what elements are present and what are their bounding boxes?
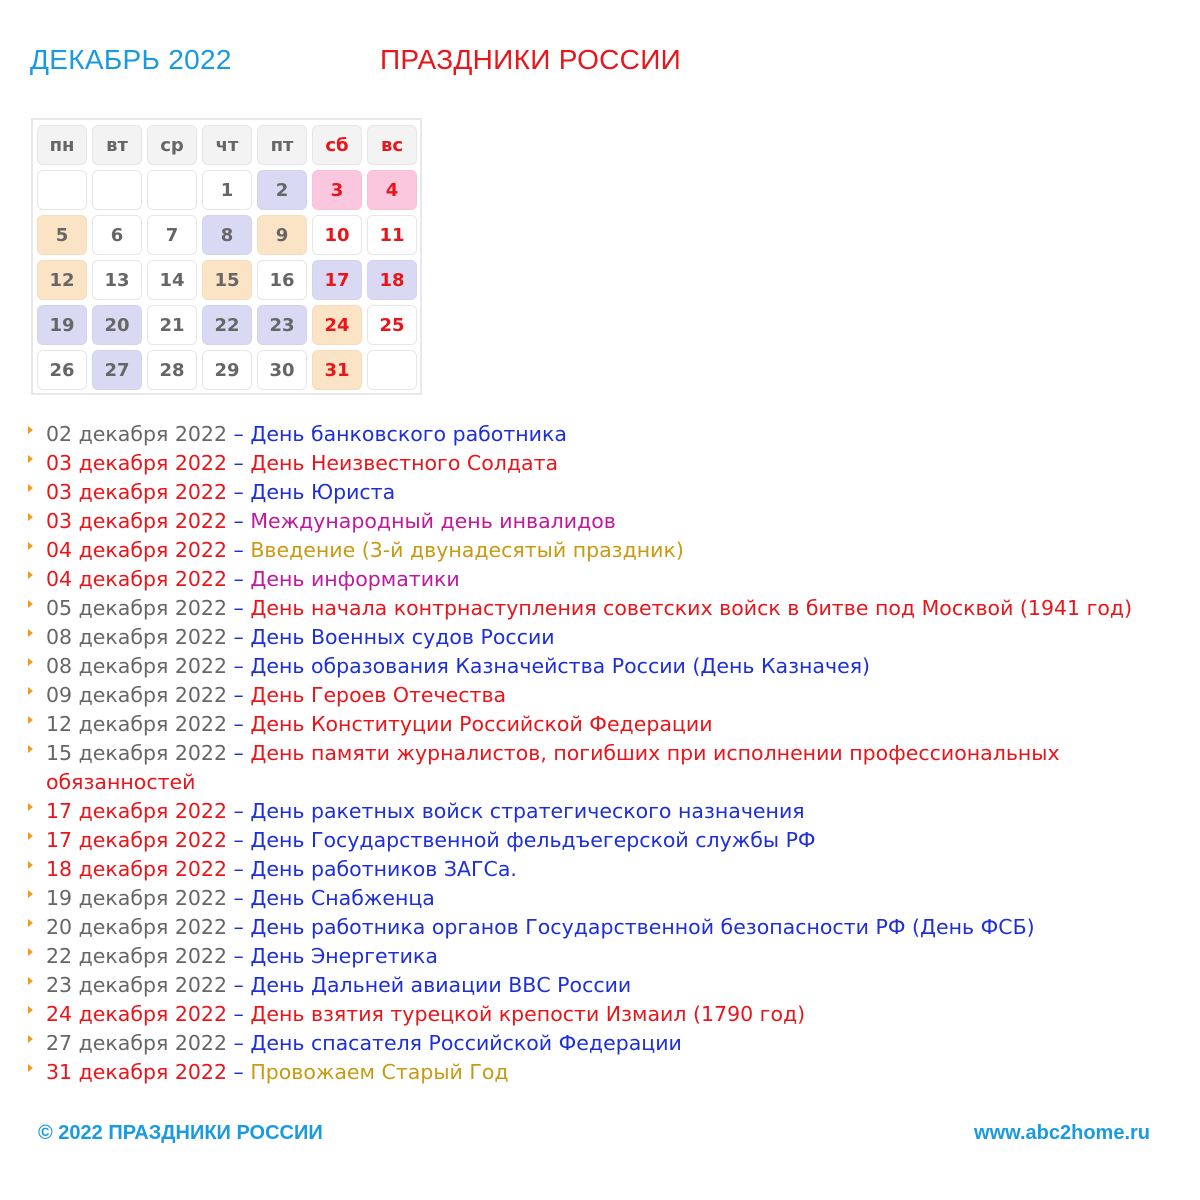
calendar-day[interactable]: 1 — [202, 170, 252, 210]
event-separator: – — [227, 1060, 251, 1084]
list-item — [28, 826, 1178, 855]
calendar-day[interactable]: 26 — [37, 350, 87, 390]
event-name: День информатики — [250, 567, 460, 591]
calendar-day[interactable]: 22 — [202, 305, 252, 345]
event-separator: – — [227, 741, 251, 765]
bullet-arrow-icon — [28, 455, 33, 463]
bullet-arrow-icon — [28, 803, 33, 811]
event-separator: – — [227, 625, 251, 649]
event-separator: – — [227, 944, 251, 968]
event-name: День Героев Отечества — [250, 683, 507, 707]
calendar-day[interactable]: 15 — [202, 260, 252, 300]
event-separator: – — [227, 480, 251, 504]
list-item — [28, 855, 1178, 884]
calendar-empty-cell — [367, 350, 417, 390]
event-name: День памяти журналистов, погибших при исполнении профессиональных обязанностей — [46, 741, 1060, 794]
event-separator: – — [227, 422, 251, 446]
event-date: 31 декабря 2022 — [46, 1060, 228, 1084]
calendar — [31, 118, 422, 395]
bullet-arrow-icon — [28, 919, 33, 927]
list-item — [28, 1029, 1178, 1058]
event-separator: – — [227, 915, 251, 939]
event-date: 08 декабря 2022 — [46, 654, 228, 678]
list-item — [28, 449, 1178, 478]
list-item — [28, 565, 1178, 594]
bullet-arrow-icon — [28, 745, 33, 753]
event-date: 03 декабря 2022 — [46, 509, 228, 533]
bullet-arrow-icon — [28, 716, 33, 724]
list-item — [28, 739, 1178, 797]
event-separator: – — [227, 712, 251, 736]
calendar-day[interactable]: 14 — [147, 260, 197, 300]
list-item — [28, 507, 1178, 536]
list-item — [28, 594, 1178, 623]
event-date: 04 декабря 2022 — [46, 538, 228, 562]
list-item — [28, 652, 1178, 681]
event-name: День начала контрнаступления советских войск в битве под Москвой (1941 год) — [250, 596, 1133, 620]
calendar-day[interactable]: 2 — [257, 170, 307, 210]
calendar-day[interactable]: 12 — [37, 260, 87, 300]
event-separator: – — [227, 683, 251, 707]
event-date: 19 декабря 2022 — [46, 886, 228, 910]
calendar-day[interactable]: 6 — [92, 215, 142, 255]
event-name: Международный день инвалидов — [250, 509, 616, 533]
event-name: День Дальней авиации ВВС России — [250, 973, 632, 997]
calendar-day[interactable]: 7 — [147, 215, 197, 255]
event-separator: – — [227, 538, 251, 562]
event-name: Введение (3-й двунадесятый праздник) — [250, 538, 684, 562]
event-separator: – — [227, 596, 251, 620]
event-separator: – — [227, 451, 251, 475]
bullet-arrow-icon — [28, 513, 33, 521]
event-date: 12 декабря 2022 — [46, 712, 228, 736]
event-name: День работников ЗАГСа. — [250, 857, 517, 881]
event-name: День Конституции Российской Федерации — [250, 712, 713, 736]
event-name: День взятия турецкой крепости Измаил (1790 год) — [250, 1002, 806, 1026]
bullet-arrow-icon — [28, 542, 33, 550]
bullet-arrow-icon — [28, 1006, 33, 1014]
list-item — [28, 1058, 1178, 1087]
list-item — [28, 797, 1178, 826]
bullet-arrow-icon — [28, 687, 33, 695]
calendar-day[interactable]: 16 — [257, 260, 307, 300]
event-date: 20 декабря 2022 — [46, 915, 228, 939]
list-item — [28, 478, 1178, 507]
list-item — [28, 681, 1178, 710]
event-date: 18 декабря 2022 — [46, 857, 228, 881]
calendar-day[interactable]: 10 — [312, 215, 362, 255]
event-date: 03 декабря 2022 — [46, 480, 228, 504]
event-date: 03 декабря 2022 — [46, 451, 228, 475]
calendar-empty-cell — [37, 170, 87, 210]
bullet-arrow-icon — [28, 571, 33, 579]
event-name: День Снабженца — [250, 886, 435, 910]
event-name: День Энергетика — [250, 944, 438, 968]
event-separator: – — [227, 654, 251, 678]
list-item — [28, 1000, 1178, 1029]
weekday-header: пт — [257, 125, 307, 165]
list-item — [28, 884, 1178, 913]
page-title: ПРАЗДНИКИ РОССИИ — [380, 44, 682, 75]
calendar-day[interactable]: 5 — [37, 215, 87, 255]
event-date: 15 декабря 2022 — [46, 741, 228, 765]
bullet-arrow-icon — [28, 484, 33, 492]
event-name: День Военных судов России — [250, 625, 555, 649]
month-heading: ДЕКАБРЬ 2022 — [30, 44, 232, 75]
calendar-day[interactable]: 24 — [312, 305, 362, 345]
event-separator: – — [227, 567, 251, 591]
list-item — [28, 942, 1178, 971]
calendar-empty-cell — [92, 170, 142, 210]
calendar-day[interactable]: 31 — [312, 350, 362, 390]
calendar-day[interactable]: 25 — [367, 305, 417, 345]
bullet-arrow-icon — [28, 1035, 33, 1043]
calendar-day[interactable]: 21 — [147, 305, 197, 345]
event-name: День работника органов Государственной безопасности РФ (День ФСБ) — [250, 915, 1035, 939]
event-separator: – — [227, 799, 251, 823]
event-separator: – — [227, 509, 251, 533]
calendar-grid — [37, 125, 417, 390]
list-item — [28, 913, 1178, 942]
calendar-day[interactable]: 9 — [257, 215, 307, 255]
calendar-day[interactable]: 8 — [202, 215, 252, 255]
weekday-header: чт — [202, 125, 252, 165]
calendar-empty-cell — [147, 170, 197, 210]
event-date: 08 декабря 2022 — [46, 625, 228, 649]
event-name: День ракетных войск стратегического назначения — [250, 799, 805, 823]
weekday-header: вт — [92, 125, 142, 165]
footer-copyright: © 2022 ПРАЗДНИКИ РОССИИ — [38, 1122, 323, 1144]
event-name: День Неизвестного Солдата — [250, 451, 559, 475]
event-separator: – — [227, 857, 251, 881]
weekday-header: пн — [37, 125, 87, 165]
event-separator: – — [227, 973, 251, 997]
list-item — [28, 710, 1178, 739]
weekday-header: ср — [147, 125, 197, 165]
list-item — [28, 536, 1178, 565]
weekday-header: сб — [312, 125, 362, 165]
bullet-arrow-icon — [28, 861, 33, 869]
weekday-header: вс — [367, 125, 417, 165]
calendar-day[interactable]: 4 — [367, 170, 417, 210]
event-name: День Юриста — [250, 480, 396, 504]
bullet-arrow-icon — [28, 977, 33, 985]
calendar-day[interactable]: 3 — [312, 170, 362, 210]
calendar-day[interactable]: 27 — [92, 350, 142, 390]
calendar-day[interactable]: 28 — [147, 350, 197, 390]
event-name: День образования Казначейства России (День Казначея) — [250, 654, 871, 678]
calendar-day[interactable]: 13 — [92, 260, 142, 300]
list-item — [28, 420, 1178, 449]
bullet-arrow-icon — [28, 658, 33, 666]
holiday-list — [28, 420, 1178, 1087]
event-date: 27 декабря 2022 — [46, 1031, 228, 1055]
bullet-arrow-icon — [28, 600, 33, 608]
event-date: 17 декабря 2022 — [46, 828, 228, 852]
event-separator: – — [227, 1002, 251, 1026]
footer-site-link[interactable]: www.abc2home.ru — [974, 1122, 1150, 1144]
calendar-day[interactable]: 19 — [37, 305, 87, 345]
bullet-arrow-icon — [28, 426, 33, 434]
event-date: 22 декабря 2022 — [46, 944, 228, 968]
calendar-day[interactable]: 23 — [257, 305, 307, 345]
list-item — [28, 971, 1178, 1000]
bullet-arrow-icon — [28, 629, 33, 637]
calendar-day[interactable]: 29 — [202, 350, 252, 390]
event-name: День спасателя Российской Федерации — [250, 1031, 682, 1055]
list-item — [28, 623, 1178, 652]
event-date: 05 декабря 2022 — [46, 596, 228, 620]
event-date: 23 декабря 2022 — [46, 973, 228, 997]
bullet-arrow-icon — [28, 948, 33, 956]
calendar-day[interactable]: 30 — [257, 350, 307, 390]
bullet-arrow-icon — [28, 890, 33, 898]
event-date: 04 декабря 2022 — [46, 567, 228, 591]
event-separator: – — [227, 828, 251, 852]
calendar-day[interactable]: 11 — [367, 215, 417, 255]
event-name: Провожаем Старый Год — [250, 1060, 509, 1084]
bullet-arrow-icon — [28, 1064, 33, 1072]
event-date: 09 декабря 2022 — [46, 683, 228, 707]
bullet-arrow-icon — [28, 832, 33, 840]
event-date: 17 декабря 2022 — [46, 799, 228, 823]
calendar-day[interactable]: 17 — [312, 260, 362, 300]
event-name: День Государственной фельдъегерской службы РФ — [250, 828, 816, 852]
event-name: День банковского работника — [250, 422, 567, 446]
event-date: 24 декабря 2022 — [46, 1002, 228, 1026]
event-separator: – — [227, 886, 251, 910]
calendar-day[interactable]: 20 — [92, 305, 142, 345]
event-separator: – — [227, 1031, 251, 1055]
calendar-day[interactable]: 18 — [367, 260, 417, 300]
event-date: 02 декабря 2022 — [46, 422, 228, 446]
